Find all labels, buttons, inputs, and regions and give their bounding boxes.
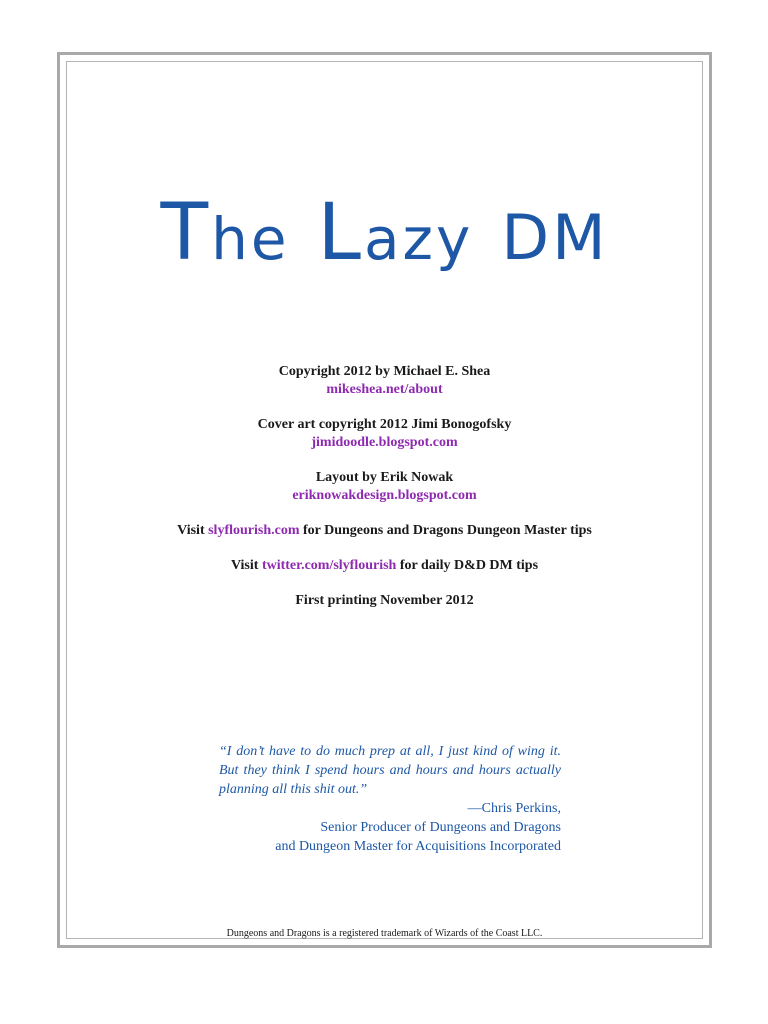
cover-art-text: Cover art copyright 2012 Jimi Bonogofsky [257, 417, 512, 432]
book-title [67, 188, 702, 278]
quote-text: “I don’t have to do much prep at all, I just kind of wing it. But they think I spend hours and hours and hours actually planning all this shit out.” [219, 744, 561, 797]
cover-art-block [67, 416, 702, 452]
title-word-lazy: azy [364, 205, 474, 273]
page-inner-border [66, 61, 703, 939]
quote-block [219, 742, 561, 856]
copyright-block [67, 363, 702, 399]
visit-slyflourish-line: Visit slyflourish.com for Dungeons and Dragons Dungeon Master tips [177, 523, 592, 538]
layout-block [67, 469, 702, 505]
quote-role-1: Senior Producer of Dungeons and Dragons [320, 820, 561, 835]
layout-text: Layout by Erik Nowak [315, 470, 454, 485]
title-word-dm: DM [501, 201, 609, 274]
copyright-text: Copyright 2012 by Michael E. Shea [278, 364, 491, 379]
title-initial-l: L [317, 188, 365, 278]
title-word-the: he [211, 205, 290, 273]
quote-role-2: and Dungeon Master for Acquisitions Incorporated [275, 839, 561, 854]
credits [67, 363, 702, 627]
quote-author: —Chris Perkins, [467, 801, 561, 816]
cover-art-link[interactable]: jimidoodle.blogspot.com [311, 435, 458, 450]
printing-line: First printing November 2012 [295, 593, 474, 608]
copyright-link[interactable]: mikeshea.net/about [326, 382, 443, 397]
title-initial-t: T [160, 188, 212, 278]
trademark-footer: Dungeons and Dragons is a registered trademark of Wizards of the Coast LLC. [226, 928, 543, 939]
slyflourish-link[interactable]: slyflourish.com [208, 523, 300, 538]
visit-twitter-line: Visit twitter.com/slyflourish for daily D&D DM tips [230, 558, 539, 573]
twitter-link[interactable]: twitter.com/slyflourish [261, 558, 397, 573]
page-frame [57, 52, 712, 948]
layout-link[interactable]: eriknowakdesign.blogspot.com [292, 488, 477, 503]
